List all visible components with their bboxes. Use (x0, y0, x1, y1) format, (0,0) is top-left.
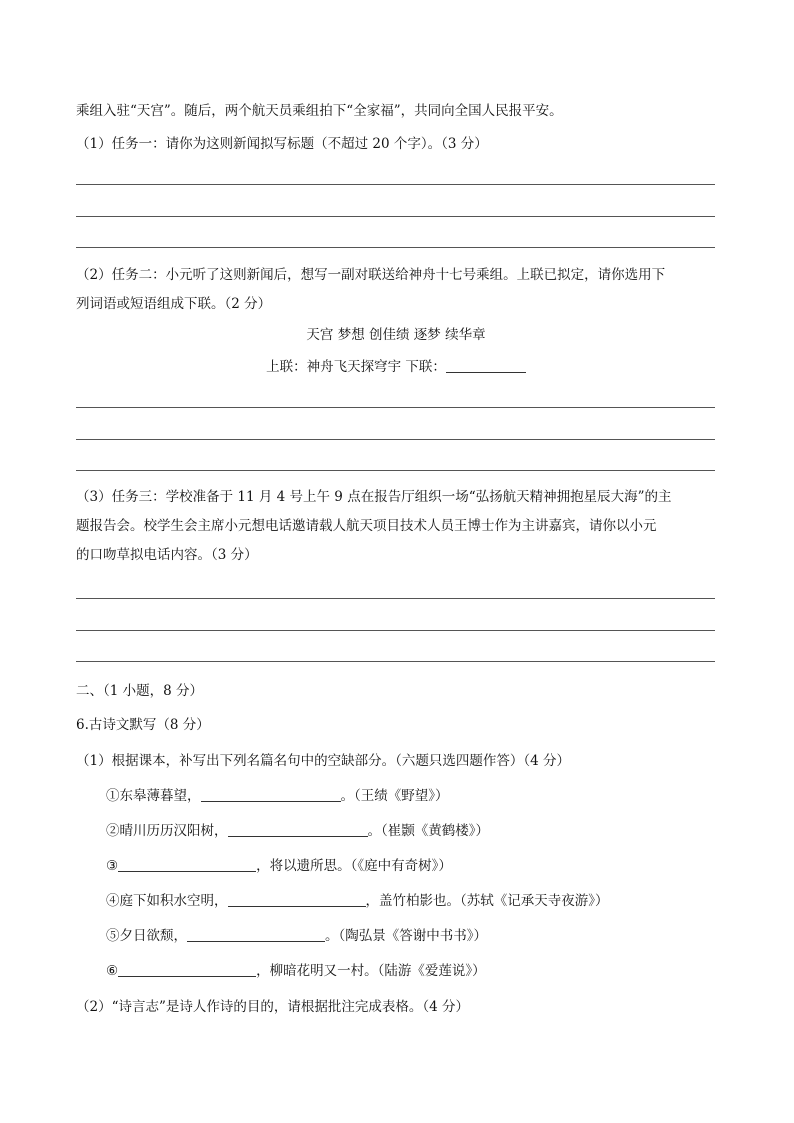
task1-prompt: （1）任务一：请你为这则新闻拟写标题（不超过 20 个字）。（3 分） (76, 136, 488, 152)
answer-line (76, 407, 715, 408)
answer-line (76, 598, 715, 599)
item-before: ④庭下如积水空明， (106, 893, 228, 909)
item-before: ⑤夕日欲颓， (106, 928, 187, 944)
part1-prompt: （1）根据课本，补写出下列名篇名句中的空缺部分。（六题只选四题作答）（4 分） (76, 753, 570, 769)
task3-prompt-line2: 题报告会。校学生会主席小元想电话邀请载人航天项目技术人员王博士作为主讲嘉宾，请你以小元 (76, 518, 657, 534)
item-after: ，柳暗花明又一村。（陆游《爱莲说》） (256, 963, 486, 979)
item-after: ，盖竹柏影也。（苏轼《记承天寺夜游》） (365, 893, 609, 909)
intro-text: 乘组入驻“天宫”。随后，两个航天员乘组拍下“全家福”，共同向全国人民报平安。 (76, 103, 563, 119)
item-before: ①东皋薄暮望， (106, 788, 201, 804)
item-after: ，将以遗所思。（《庭中有奇树》） (256, 858, 452, 874)
couplet-upper: 上联：神舟飞天探穹宇 下联： (266, 359, 446, 375)
item-before: ⑥ (106, 963, 119, 979)
part2-prompt: （2）“诗言志”是诗人作诗的目的，请根据批注完成表格。（4 分） (76, 999, 470, 1015)
item-after: 。（崔颢《黄鹤楼》） (367, 823, 489, 839)
task2-prompt-line1: （2）任务二：小元听了这则新闻后，想写一副对联送给神舟十七号乘组。上联已拟定，请你选用下 (76, 267, 666, 283)
couplet-line (76, 357, 716, 377)
task3-prompt-line3: 的口吻草拟电话内容。（3 分） (76, 547, 258, 563)
answer-line (76, 184, 715, 185)
fill-blank (228, 891, 366, 907)
fill-blank (118, 961, 256, 977)
task3-prompt-line1: （3）任务三：学校准备于 11 月 4 号上午 9 点在报告厅组织一场“弘扬航天精神拥抱星辰大海”的主 (76, 489, 672, 505)
poem-item-1 (106, 786, 449, 806)
task2-prompt-line2: 列词语或短语组成下联。（2 分） (76, 296, 272, 312)
item-before: ②晴川历历汉阳树， (106, 823, 228, 839)
section-heading: 二、（1 小题，8 分） (76, 683, 204, 699)
answer-line (76, 470, 715, 471)
item-after: 。（王绩《野望》） (340, 788, 449, 804)
fill-blank (187, 926, 325, 942)
poem-item-6 (106, 961, 486, 981)
answer-line (76, 439, 715, 440)
word-bank: 天宫 梦想 创佳绩 逐梦 续华章 (306, 327, 486, 343)
answer-line (76, 630, 715, 631)
item-after: 。（陶弘景《答谢中书书》） (325, 928, 487, 944)
poem-item-5 (106, 926, 487, 946)
poem-item-2 (106, 821, 489, 841)
item-before: ③ (106, 858, 119, 874)
answer-line (76, 661, 715, 662)
answer-line (76, 216, 715, 217)
poem-item-3 (106, 856, 452, 876)
fill-blank (201, 786, 341, 802)
fill-blank (228, 821, 368, 837)
answer-line (76, 247, 715, 248)
fill-blank (118, 856, 256, 872)
couplet-lower-blank (446, 357, 526, 373)
poem-item-4 (106, 891, 609, 911)
question-6-title: 6.古诗文默写（8 分） (76, 717, 210, 733)
